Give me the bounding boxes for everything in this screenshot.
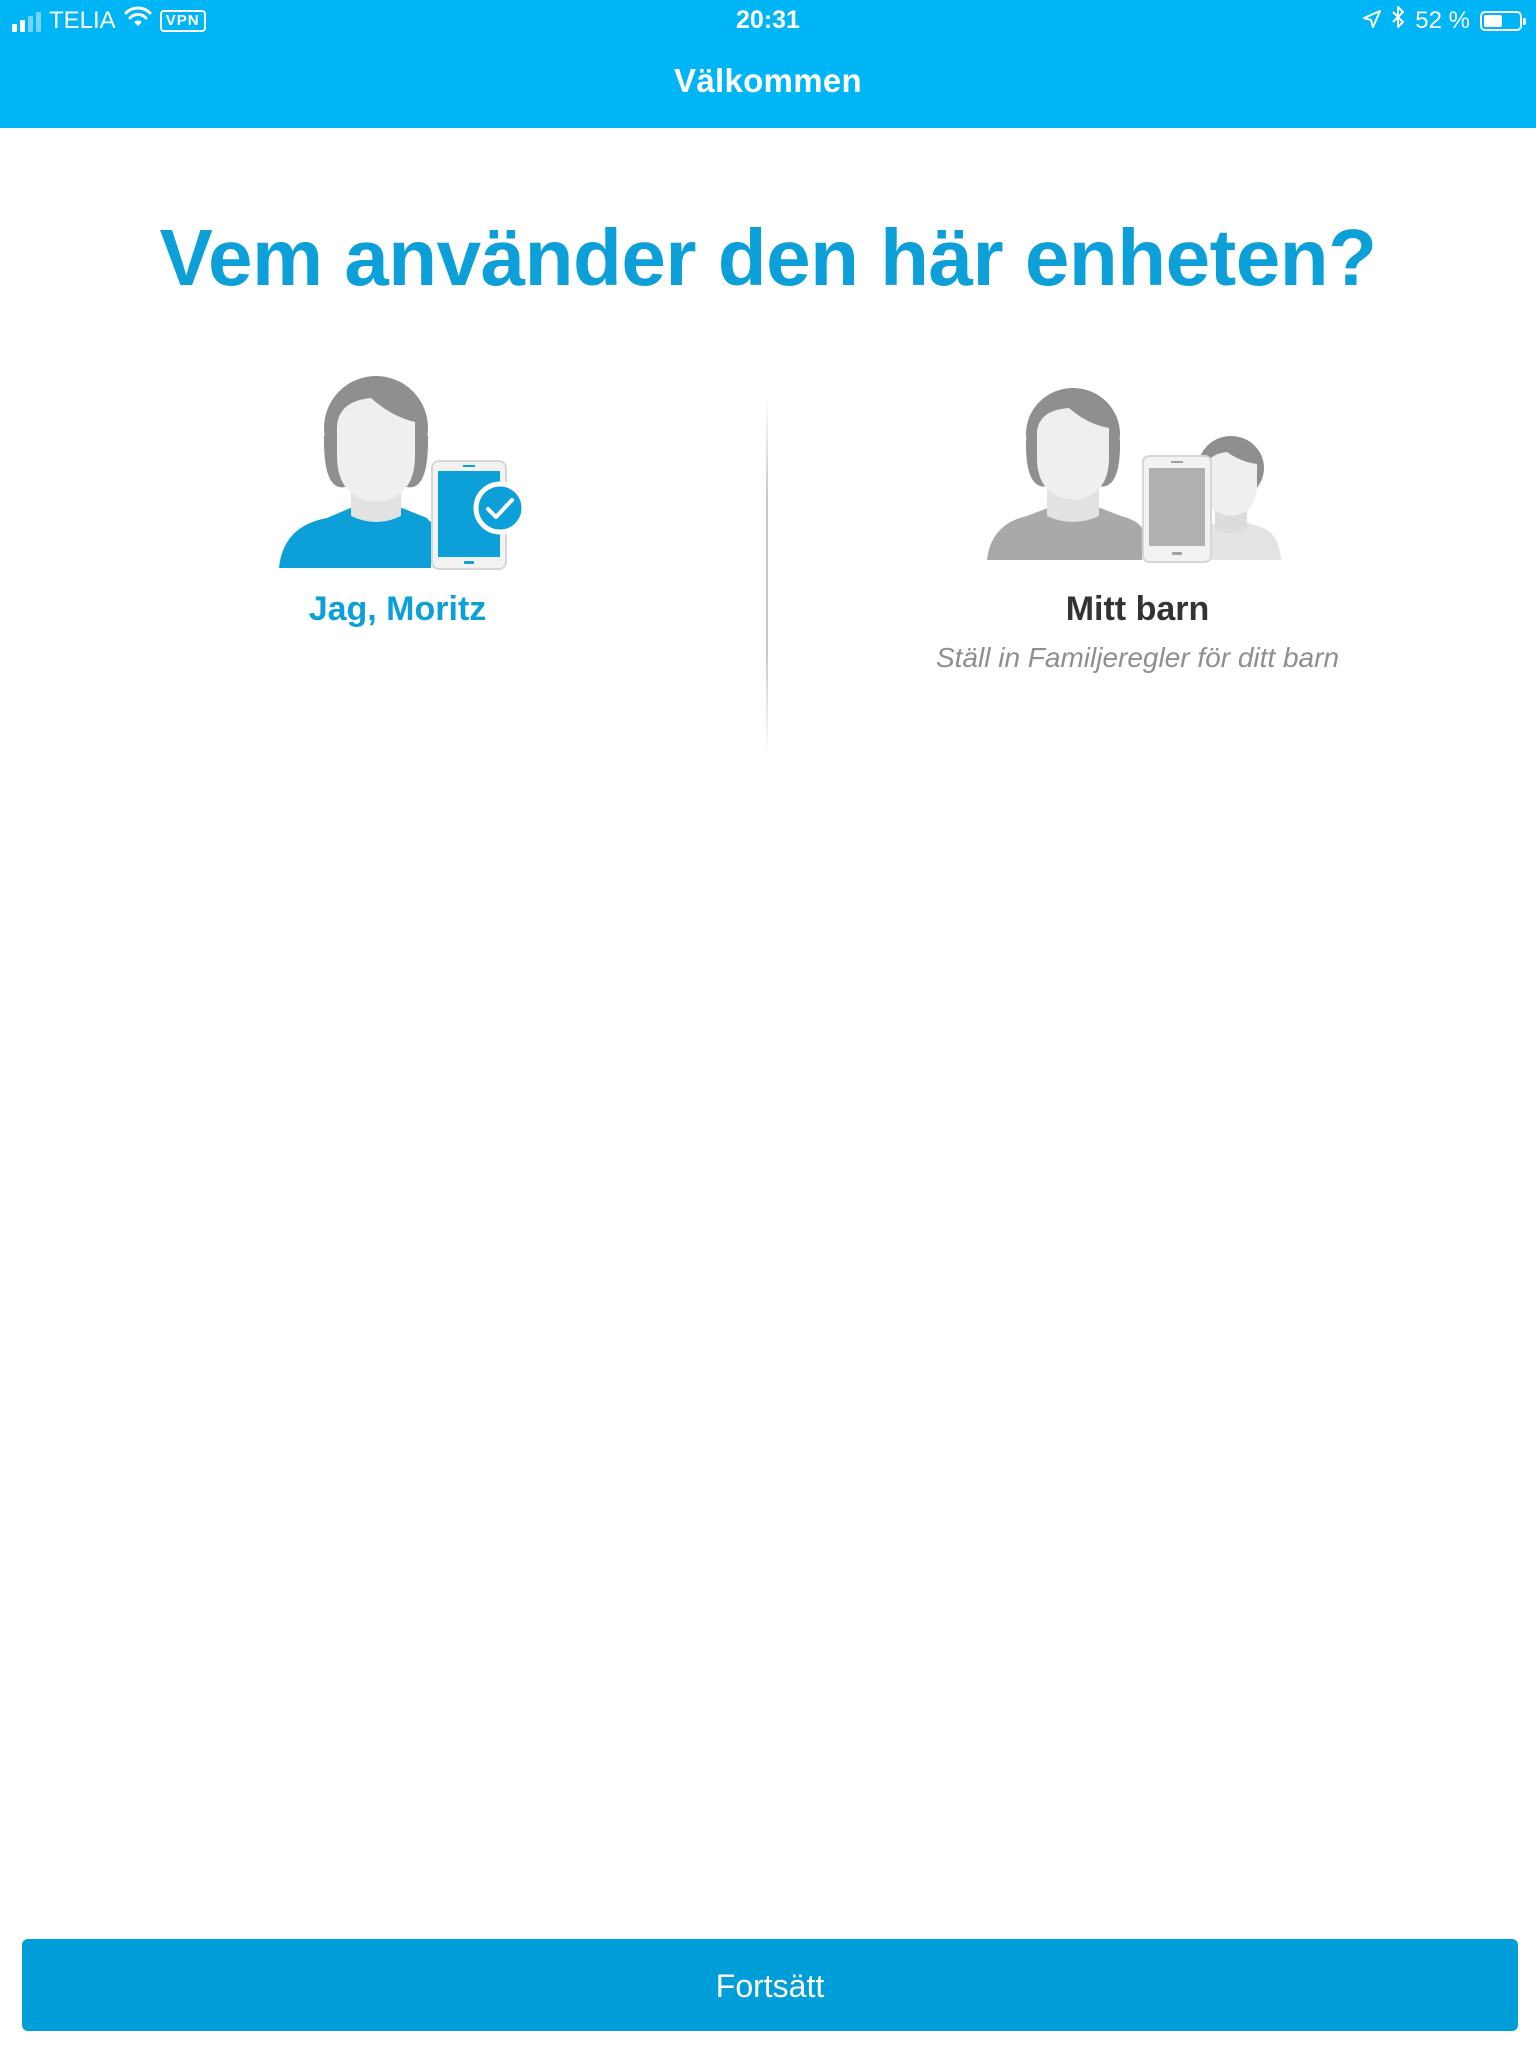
status-time: 20:31 [736,6,800,34]
status-bar [0,0,1536,42]
option-child-subtitle: Ställ in Familjeregler för ditt barn [935,642,1340,673]
adult-with-tablet-checked-icon [279,376,529,576]
option-self[interactable] [200,376,595,676]
question-heading: Vem använder den här enheten? [159,213,1377,302]
options-divider [766,395,768,755]
location-arrow-icon [1363,7,1381,35]
continue-button[interactable]: Fortsätt [22,1939,1518,2031]
option-child[interactable] [880,376,1395,696]
option-child-label: Mitt barn [1065,590,1210,628]
battery-fill [1484,15,1502,27]
bluetooth-icon [1391,6,1405,35]
header-bar [0,0,1536,128]
carrier-label: TELIA [49,6,116,34]
battery-icon [1480,11,1522,31]
adult-child-tablet-icon [987,388,1287,568]
option-self-label: Jag, Moritz [308,590,487,628]
page-title: Välkommen [674,62,862,99]
status-right [1363,6,1522,35]
vpn-badge: VPN [160,10,206,32]
battery-percent: 52 % [1415,6,1470,34]
